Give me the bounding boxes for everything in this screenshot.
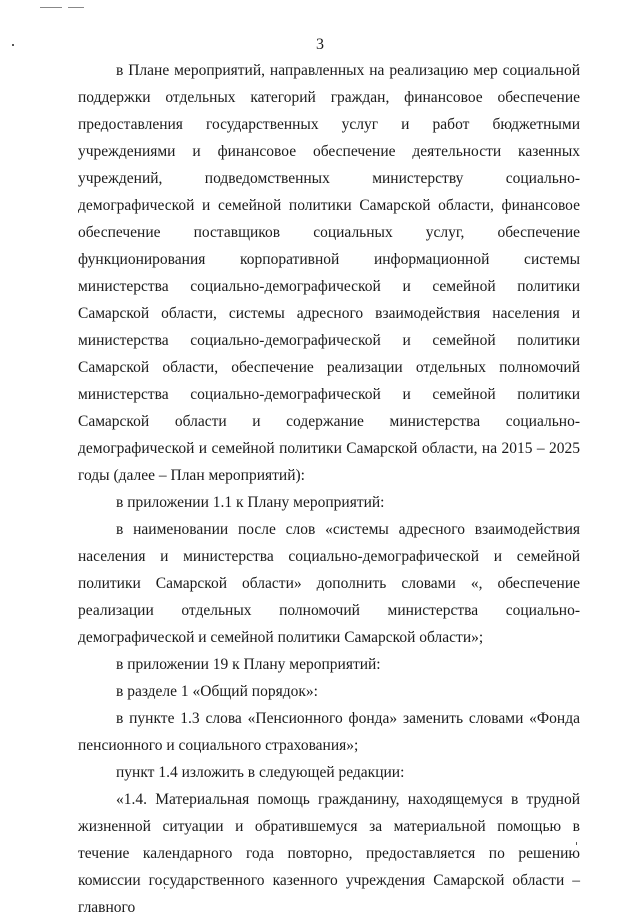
paragraph-appendix-1-1: в приложении 1.1 к Плану мероприятий: [116, 494, 385, 511]
paragraph-title-amendment: в наименовании после слов «системы адресного взаимодействия населения и министерства социально-демографической и семейной политики Самарской области» дополнить словами «, обеспечение реализации отдельных полномочий министерства социально-демографической и семейной политики Самарской области»; [78, 521, 580, 646]
paragraph-plan-intro: в Плане мероприятий, направленных на реализацию мер социальной поддержки отдельных категорий граждан, финансовое обеспечение предоставления государственных услуг и работ бюджетными учреждениями и финансовое обеспечение деятельности казенных учреждений, подведомственных министерству социально-демографической и семейной политики Самарской области, финансовое обеспечение поставщиков социальных услуг, обеспечение функционирования корпоративной информационной системы министерства социально-демографической и семейной политики Самарской области, системы адресного взаимодействия населения и министерства социально-демографической и семейной политики Самарской области, обеспечение реализации отдельных полномочий министерства социально-демографической и семейной политики Самарской области и содержание министерства социально-демографической и семейной политики Самарской области, на 2015 – 2025 годы (далее – План мероприятий): [78, 62, 580, 484]
paragraph-appendix-19: в приложении 19 к Плану мероприятий: [116, 656, 381, 673]
paragraph-section-1: в разделе 1 «Общий порядок»: [116, 683, 318, 700]
page-number: 3 [316, 36, 324, 53]
paragraph-item-1-4-text: «1.4. Материальная помощь гражданину, находящемуся в трудной жизненной ситуации и обратившемуся за материальной помощью в течение календарного года повторно, предоставляется по решению комиссии государственного казенного учреждения Самарской области – главного [78, 791, 580, 916]
paragraph-item-1-3: в пункте 1.3 слова «Пенсионного фонда» заменить словами «Фонда пенсионного и социального страхования»; [78, 710, 580, 754]
scan-artifact-line [40, 7, 62, 8]
document-body [78, 57, 580, 921]
paragraph-item-1-4-intro: пункт 1.4 изложить в следующей редакции: [116, 764, 405, 781]
scan-artifact-line [68, 7, 84, 8]
